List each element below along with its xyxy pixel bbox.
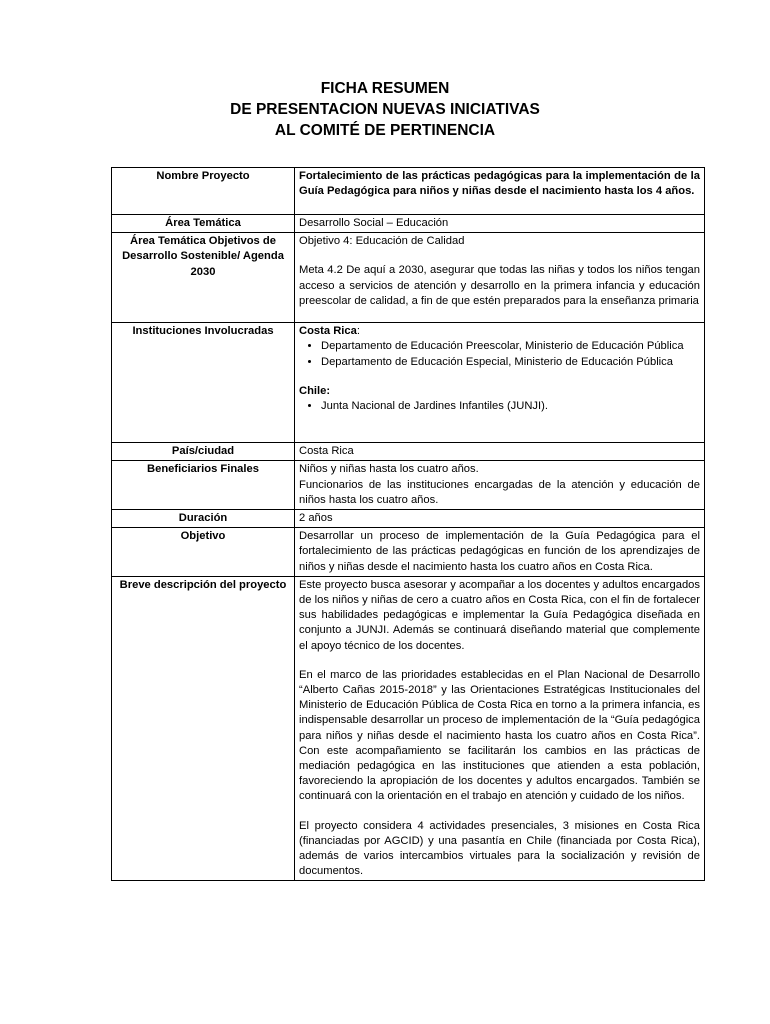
row-objetivo (112, 528, 705, 577)
chile-list (299, 399, 700, 414)
descripcion-paragraph-1: Este proyecto busca asesorar y acompañar a los docentes y adultos encargados de los niños y niñas de cero a cuatro años en Costa Rica, con el fin de fortalecer sus habilidades pedagógicas e implementar la Guía Pedagógica diseñada en conjunto a JUNJI. Además se continuará diseñando material que complemente el apoyo técnico de los docentes. (299, 578, 700, 652)
row-beneficiarios (112, 461, 705, 510)
row-pais (112, 443, 705, 461)
label-area-tematica: Área Temática (112, 215, 295, 233)
summary-table (111, 167, 705, 881)
row-instituciones (112, 323, 705, 443)
value-instituciones (295, 323, 705, 443)
list-item: • Departamento de Educación Especial, Ministerio de Educación Pública (321, 355, 700, 370)
value-duracion: 2 años (295, 510, 705, 528)
beneficiarios-line-1: Niños y niñas hasta los cuatro años. (299, 463, 479, 476)
value-ods (295, 233, 705, 323)
beneficiarios-line-2: Funcionarios de las instituciones encargadas de la atención y educación de niños hasta los cuatro años. (299, 478, 700, 506)
label-ods: Área Temática Objetivos de Desarrollo Sostenible/ Agenda 2030 (112, 233, 295, 323)
label-beneficiarios: Beneficiarios Finales (112, 461, 295, 510)
row-duracion (112, 510, 705, 528)
row-ods (112, 233, 705, 323)
row-descripcion (112, 576, 705, 881)
row-area-tematica (112, 215, 705, 233)
list-item: • Departamento de Educación Preescolar, Ministerio de Educación Pública (321, 339, 700, 354)
label-objetivo: Objetivo (112, 528, 295, 577)
chile-heading: Chile: (299, 384, 331, 397)
descripcion-paragraph-2: En el marco de las prioridades establecidas en el Plan Nacional de Desarrollo “Alberto Cañas 2015-2018” y las Orientaciones Estratégicas Institucionales del Ministerio de Educación Pública de Costa Rica en torno a la primera infancia, es indispensable desarrollar un proceso de implementación de la “Guía pedagógica para niños y niñas desde el nacimiento hasta los cuatro años en Costa Rica”. Con este acompañamiento se facilitarán los cambios en las prácticas de mediación pedagógica en las instituciones que atienden a esta población, favoreciendo la apropiación de los docentes y adultos encargados. También se continuará con la orientación en el trabajo en atención y cuidado de los niños. (299, 668, 700, 803)
label-nombre-proyecto: Nombre Proyecto (112, 168, 295, 215)
title-line-1: FICHA RESUMEN (320, 80, 450, 97)
value-objetivo: Desarrollar un proceso de implementación de la Guía Pedagógica para el fortalecimiento de las prácticas pedagógicas en función de los aprendizajes de niños y niñas desde el nacimiento hasta los cuatro años en Costa Rica. (295, 528, 705, 577)
costa-rica-heading: Costa Rica: (299, 325, 360, 338)
label-pais: País/ciudad (112, 443, 295, 461)
value-beneficiarios (295, 461, 705, 510)
value-descripcion (295, 576, 705, 881)
value-area-tematica: Desarrollo Social – Educación (295, 215, 705, 233)
label-descripcion: Breve descripción del proyecto (112, 576, 295, 881)
document-title (0, 78, 770, 141)
costa-rica-list (299, 339, 700, 369)
list-item: • Junta Nacional de Jardines Infantiles (JUNJI). (321, 399, 700, 414)
title-line-2: DE PRESENTACION NUEVAS INICIATIVAS (230, 101, 540, 118)
label-duracion: Duración (112, 510, 295, 528)
label-instituciones: Instituciones Involucradas (112, 323, 295, 443)
descripcion-paragraph-3: El proyecto considera 4 actividades presenciales, 3 misiones en Costa Rica (financiadas por AGCID) y una pasantía en Chile (financiada por Costa Rica), además de varios intercambios virtuales para la socialización y revisión de documentos. (299, 819, 700, 878)
value-pais: Costa Rica (295, 443, 705, 461)
ods-meta: Meta 4.2 De aquí a 2030, asegurar que todas las niñas y todos los niños tengan acceso a servicios de atención y desarrollo en la primera infancia y educación preescolar de calidad, a fin de que estén preparados para la enseñanza primaria (299, 264, 700, 307)
ods-objetivo: Objetivo 4: Educación de Calidad (299, 235, 465, 248)
title-line-3: AL COMITÉ DE PERTINENCIA (274, 122, 496, 139)
value-nombre-proyecto: Fortalecimiento de las prácticas pedagógicas para la implementación de la Guía Pedagógica para niños y niñas desde el nacimiento hasta los 4 años. (295, 168, 705, 215)
row-nombre-proyecto (112, 168, 705, 215)
